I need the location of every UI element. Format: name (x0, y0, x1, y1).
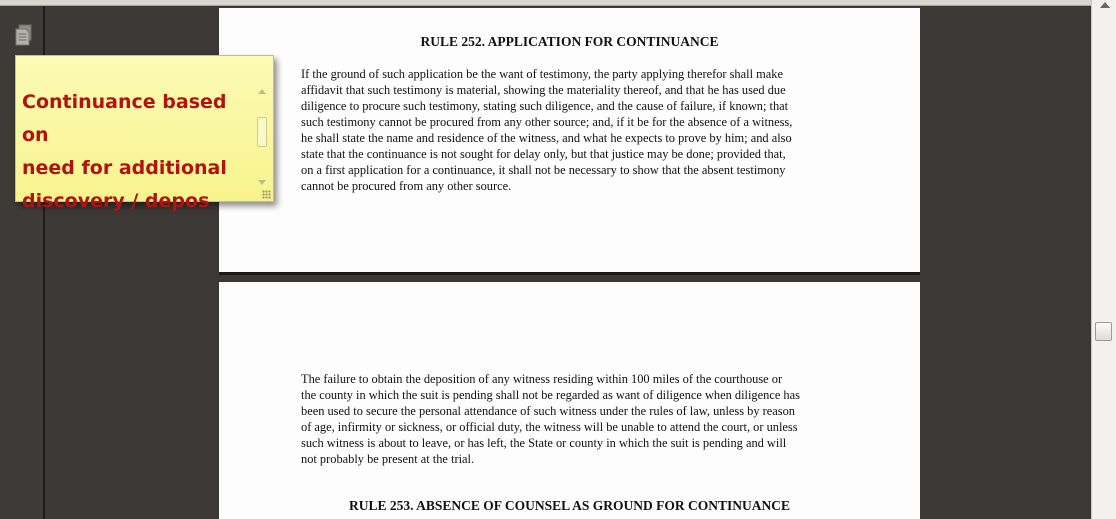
text-line: of age, infirmity or sickness, or official duty, the witness will be unable to attend the court, or unless (301, 420, 798, 434)
vertical-scrollbar[interactable] (1091, 0, 1116, 519)
sticky-note-text[interactable] (22, 86, 257, 218)
rule-253-title: RULE 253. ABSENCE OF COUNSEL AS GROUND FOR CONTINUANCE (349, 498, 790, 513)
pdf-page-1[interactable] (219, 8, 920, 274)
resize-grip-icon[interactable] (262, 190, 271, 199)
rule-252-continued-paragraph (301, 371, 840, 467)
scroll-down-icon[interactable] (258, 180, 266, 185)
text-line: If the ground of such application be the want of testimony, the party applying therefor shall make (301, 67, 783, 81)
scroll-up-icon[interactable] (258, 89, 266, 94)
scrollbar-thumb[interactable] (1095, 322, 1112, 341)
sticky-note-popup[interactable] (15, 55, 274, 212)
note-line: discovery / depos (22, 190, 210, 212)
arrow-up-icon (1100, 2, 1110, 8)
pdf-page-2[interactable] (219, 282, 920, 519)
text-line: such witness is about to leave, or has left, the State or county in which the suit is pending and will (301, 436, 787, 450)
rule-252-paragraph (301, 66, 840, 194)
text-line: affidavit that such testimony is material, showing the materiality thereof, and that he has used due (301, 83, 786, 97)
note-scroll-thumb[interactable] (257, 117, 267, 147)
text-line: the county in which the suit is pending shall not be regarded as want of diligence when diligence has (301, 388, 800, 402)
note-line: Continuance based on (22, 91, 227, 146)
text-line: such testimony cannot be procured from any other source; and, if it be for the absence of a witness, (301, 115, 793, 129)
text-line: state that the continuance is not sought for delay only, but that justice may be done; provided that, (301, 147, 786, 161)
scroll-up-button[interactable] (1097, 0, 1112, 12)
text-line: The failure to obtain the deposition of any witness residing within 100 miles of the courthouse or (301, 372, 783, 386)
text-line: diligence to procure such testimony, stating such diligence, and the cause of failure, if known; that (301, 99, 789, 113)
text-line: on a first application for a continuance, it shall not be necessary to show that the absent testimony (301, 163, 786, 177)
pages-icon[interactable] (15, 24, 33, 46)
note-line: need for additional (22, 157, 227, 179)
text-line: not probably be present at the trial. (301, 452, 475, 466)
note-scrollbar[interactable] (256, 87, 269, 187)
rule-252-title: RULE 252. APPLICATION FOR CONTINUANCE (420, 34, 719, 49)
text-line: been used to secure the personal attendance of such witness under the rules of law, unless by reason (301, 404, 795, 418)
text-line: he shall state the name and residence of the witness, and what he expects to prove by him; and also (301, 131, 792, 145)
page-gap (219, 272, 920, 275)
text-line: cannot be procured from any other source. (301, 179, 512, 193)
